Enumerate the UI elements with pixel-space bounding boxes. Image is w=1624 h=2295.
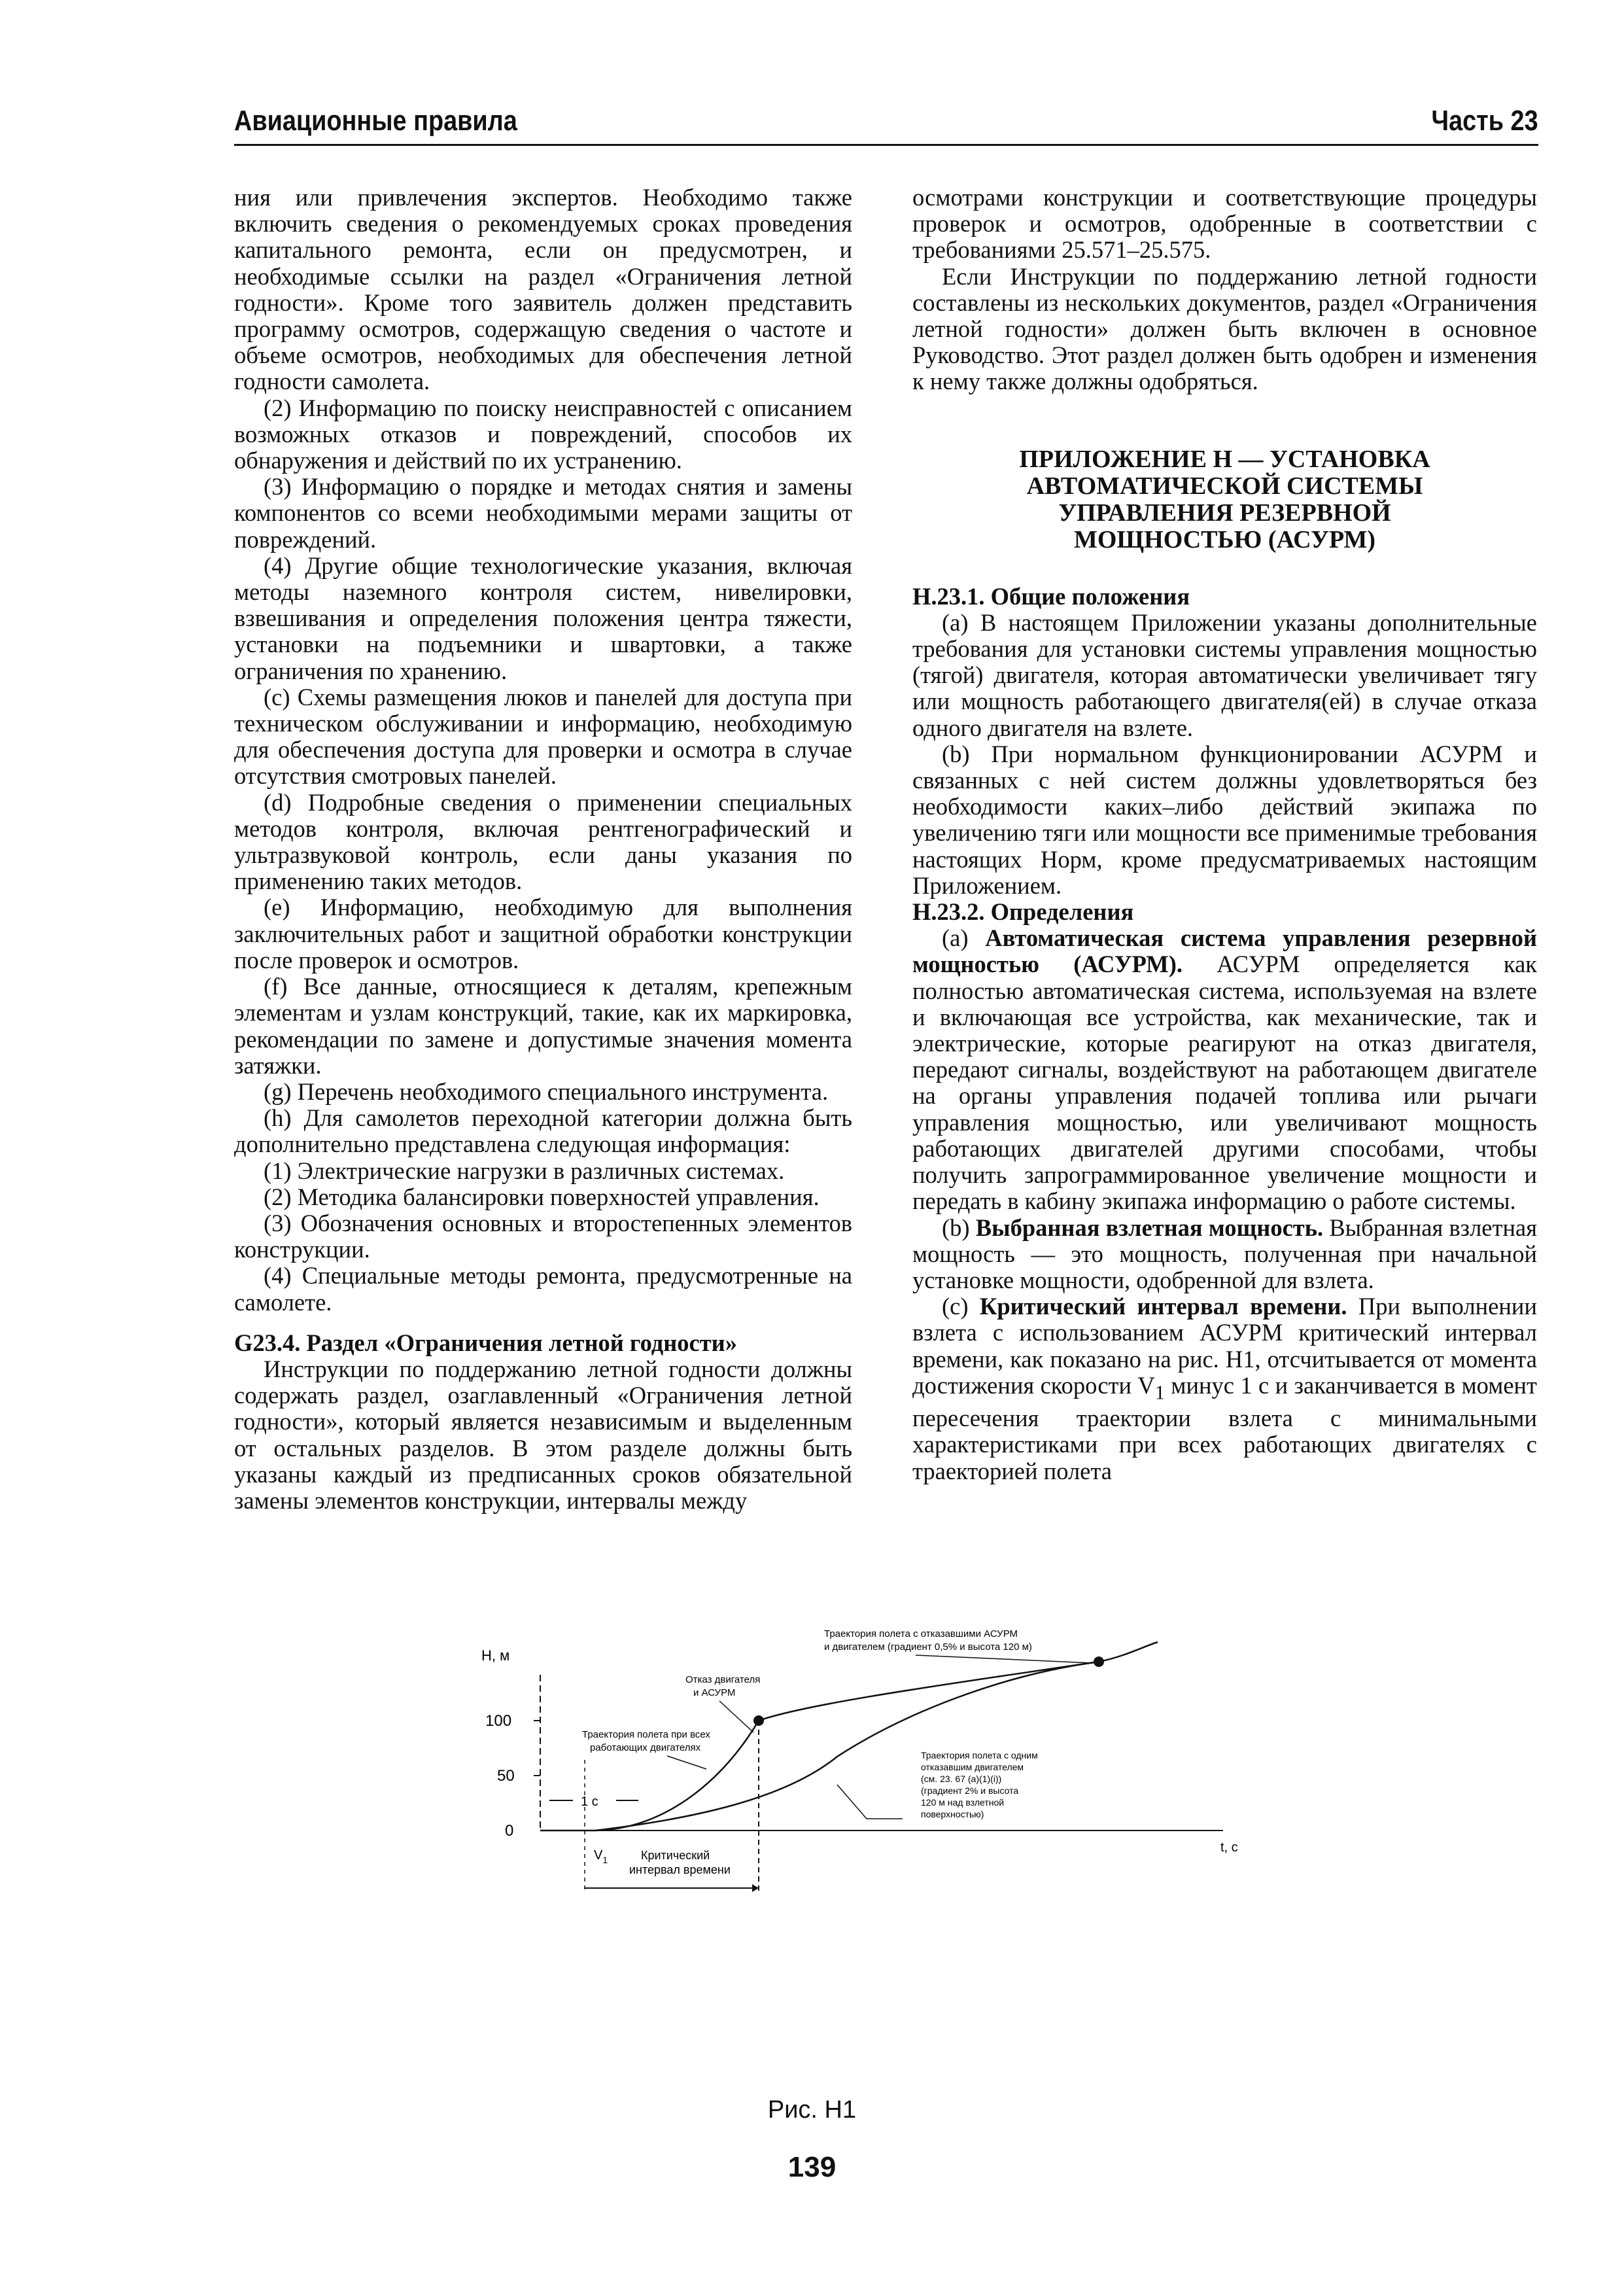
annotation-acurm-failed: Траектория полета с отказавшими АСУРМ [824,1628,1018,1639]
paragraph: (2) Методика балансировки поверхностей управления. [264,1183,820,1210]
leader-line [837,1785,903,1819]
v1-label [594,1848,608,1865]
annotation-one-engine: (см. 23. 67 (а)(1)(i)) [921,1774,1002,1784]
running-header-title: Авиационные правила [234,105,517,137]
term: Критический интервал времени. [979,1293,1347,1320]
term: Выбранная взлетная мощность. [975,1214,1324,1241]
annotation-all-engines: Траектория полета при всех [582,1729,710,1740]
y-tick-label: 0 [505,1822,514,1840]
x-axis-label: t, с [1220,1840,1238,1855]
v1-symbol: V [594,1848,603,1863]
paragraph: (d) Подробные сведения о применении специальных методов контроля, включая рентгенографический и ультразвуковой контроль, если даны указания по применению таких методов. [234,788,852,895]
paragraph: (1) Электрические нагрузки в различных системах. [264,1157,785,1184]
annotation-one-engine: отказавшим двигателем [921,1762,1024,1772]
leader-line [667,1756,706,1769]
figure-h1 [445,1622,1269,1897]
subscript: 1 [1154,1381,1165,1404]
definition-text: АСУРМ определяется как полностью автоматическая система, используемая на взлете и включающая все устройства, как механические, так и электрические, которые реагируют на отказ двигателя, передают сигналы, воздействуют на работающем двигателе на органы управления подачей топлива или рычаги управления мощностью, или увеличивают мощность работающих двигателей другими способами, чтобы получить запрограммированное увеличение мощности и передать в кабину экипажа информацию о работе системы. [912,951,1538,1215]
appendix-title-line: УПРАВЛЕНИЯ РЕЗЕРВНОЙ [1058,499,1391,527]
paragraph: (4) Специальные методы ремонта, предусмотренные на самолете. [234,1262,852,1316]
y-axis-label: Н, м [481,1647,510,1664]
annotation-one-engine: Траектория полета с одним [921,1750,1038,1761]
definition-a: (a) Автоматическая система управления резервной мощностью (АСУРМ). АСУРМ определяется как полностью автоматическая система, используемая на взлете и включающая все устройства, как механические, так и электрические, которые реагируют на отказ двигателя, передают сигналы, воздействуют на работающем двигателе на органы управления подачей топлива или рычаги управления мощностью, или увеличивают мощность работающих двигателей другими способами, чтобы получить запрограммированное увеличение мощности и передать в кабину экипажа информацию о работе системы. [912,924,1538,1215]
paragraph: (g) Перечень необходимого специального инструмента. [264,1077,829,1105]
paragraph: (h) Для самолетов переходной категории должна быть дополнительно представлена следующая информация: [234,1104,852,1158]
marker-1s-label: 1 с [581,1795,598,1809]
appendix-title-line: МОЩНОСТЬЮ (АСУРМ) [1074,525,1375,553]
critical-interval-label: Критический [641,1849,710,1862]
left-column [234,184,852,1514]
paragraph: ния или привлечения экспертов. Необходимо также включить сведения о рекомендуемых сроках проведения капитального ремонта, если он предусмотрен, и необходимые ссылки на раздел «Ограничения летной годности». Кроме того заявитель должен представить программу осмотров, содержащую сведения о частоте и объеме осмотров, необходимых для обеспечения летной годности самолета. [234,184,852,395]
paragraph: Инструкции по поддержанию летной годности должны содержать раздел, озаглавленный «Ограничения летной годности», который является независимым и выделенным от остальных разделов. В этом разделе должны быть указаны каждый из предписанных сроков обязательной замены элементов конструкции, интервалы между [234,1355,852,1514]
paragraph: (f) Все данные, относящиеся к деталям, крепежным элементам и узлам конструкций, такие, как их маркировка, рекомендации по замене и допустимые значения момента затяжки. [234,973,852,1079]
header-rule [234,144,1538,146]
annotation-engine-failure: и АСУРМ [693,1687,736,1698]
paragraph: (2) Информацию по поиску неисправностей с описанием возможных отказов и повреждений, способов их обнаружения и действий по их устранению. [234,394,852,474]
v1-subscript: 1 [602,1855,608,1865]
critical-interval-label: интервал времени [629,1863,731,1876]
section-heading-h232: Н.23.2. Определения [912,898,1134,926]
y-tick-label: 100 [485,1712,512,1730]
section-heading-h231: Н.23.1. Общие положения [912,582,1190,610]
figure-caption: Рис. Н1 [767,2096,857,2124]
appendix-title-line: АВТОМАТИЧЕСКОЙ СИСТЕМЫ [1026,472,1423,500]
annotation-one-engine: поверхностью) [921,1809,984,1819]
arrowhead [752,1884,759,1892]
paragraph: осмотрами конструкции и соответствующие процедуры проверок и осмотров, одобренные в соответствии с требованиями 25.571–25.575. [912,184,1537,264]
definition-text: минус 1 с и заканчивается в момент пересечения траектории взлета с минимальными характеристиками при всех работающих двигателях с траекторией полета [912,1371,1538,1484]
section-heading-g234: G23.4. Раздел «Ограничения летной годности» [234,1329,737,1356]
definition-c: (c) Критический интервал времени. При выполнении взлета с использованием АСУРМ критический интервал времени, как показано на рис. Н1, отсчитывается от момента достижения скорости $V_1$ минус 1 с и заканчивается в момент пересечения траектории взлета с минимальными характеристиками при всех работающих двигателях с траекторией полета [912,1293,1538,1484]
definition-b: (b) Выбранная взлетная мощность. Выбранная взлетная мощность — это мощность, полученная при начальной установке мощности, одобренной для взлета. [912,1214,1537,1293]
definition-text: При выполнении взлета с использованием АСУРМ критический интервал времени, как показано на рис. Н1, отсчитывается от момента достижения скорости V [912,1293,1538,1399]
paragraph: (4) Другие общие технологические указания, включая методы наземного контроля систем, нивелировки, взвешивания и определения положения центра тяжести, установки на подъемники и швартовки, а также ограничения по хранению. [234,552,852,684]
intersection-point [1094,1656,1104,1667]
paragraph: (b) При нормальном функционировании АСУРМ и связанных с ней систем должны удовлетворяться без необходимости каких–либо действий экипажа по увеличению тяги или мощности все применимые требования настоящих Норм, кроме предусматриваемых настоящим Приложением. [912,740,1537,899]
paragraph: (а) В настоящем Приложении указаны дополнительные требования для установки системы управления мощностью (тягой) двигателя, которая автоматически увеличивает тягу или мощность работающего двигателя(ей) в случае отказа одного двигателя на взлете. [912,608,1537,741]
running-header-part: Часть 23 [1431,105,1538,137]
page-number: 139 [787,2151,837,2183]
leader-line [916,1655,1092,1663]
leader-line [719,1701,753,1732]
term: Автоматическая система управления резервной мощностью (АСУРМ). [912,924,1537,978]
annotation-acurm-failed: и двигателем (градиент 0,5% и высота 120 м) [824,1641,1032,1653]
appendix-title [912,446,1537,553]
paragraph: (3) Обозначения основных и второстепенных элементов конструкции. [234,1209,852,1263]
definition-text: Выбранная взлетная мощность — это мощность, полученная при начальной установке мощности, одобренной для взлета. [912,1214,1537,1293]
paragraph: (3) Информацию о порядке и методах снятия и замены компонентов со всеми необходимыми мерами защиты от повреждений. [234,473,852,553]
annotation-one-engine: (градиент 2% и высота [921,1785,1019,1796]
annotation-all-engines: работающих двигателях [590,1742,701,1753]
annotation-engine-failure: Отказ двигателя [685,1674,761,1685]
y-tick-label: 50 [497,1767,515,1785]
paragraph: (c) Схемы размещения люков и панелей для доступа при техническом обслуживании и информацию, необходимую для обеспечения доступа для проверки и осмотра в случае отсутствия смотровых панелей. [234,683,852,790]
appendix-title-line: ПРИЛОЖЕНИЕ Н — УСТАНОВКА [1019,445,1430,473]
right-column [912,184,1537,1484]
paragraph: Если Инструкции по поддержанию летной годности составлены из нескольких документов, раздел «Ограничения летной годности» должен быть включен в основное Руководство. Этот раздел должен быть одобрен и изменения к нему также должны одобряться. [912,262,1537,395]
annotation-one-engine: 120 м над взлетной [921,1797,1005,1808]
paragraph: (e) Информацию, необходимую для выполнения заключительных работ и защитной обработки конструкции после проверок и осмотров. [234,894,852,973]
